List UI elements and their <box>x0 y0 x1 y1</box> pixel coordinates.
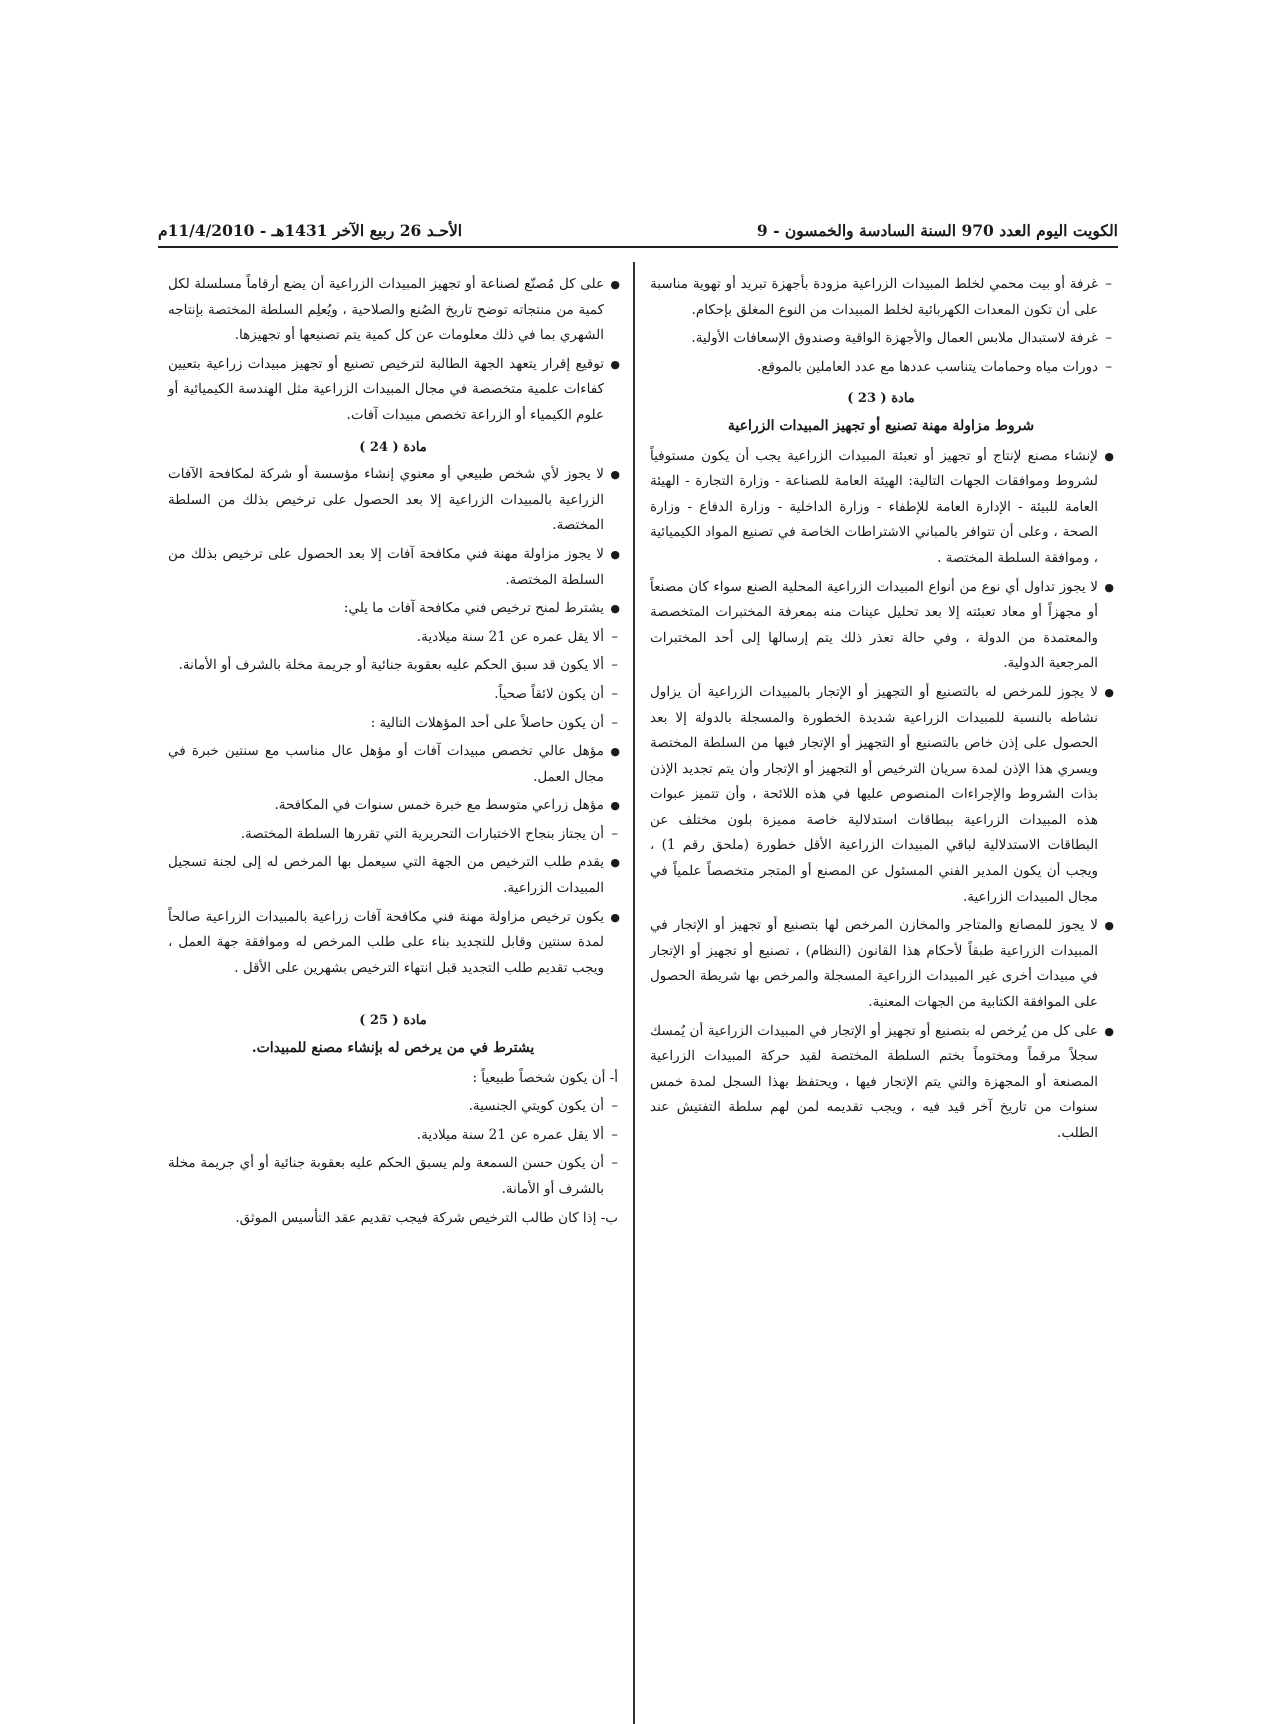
bullet-paragraph: ● على كل من يُرخص له بتصنيع أو تجهيز أو الإتجار في المبيدات الزراعية أن يُمسك سجلاً مرقماً ومختوماً بختم السلطة المختصة لقيد حركة المبيدات الزراعية المصنعة أو المجهزة والتي يتم الإتجار فيها ، ويحتفظ بهذا السجل لمدة خمس سنوات من تاريخ آخر قيد فيه ، ويجب تقديمه لمن لهم سلطة التفتيش عند الطلب. <box>650 1019 1112 1147</box>
bullet-paragraph: ● يشترط لمنح ترخيص فني مكافحة آفات ما يلي: <box>168 596 618 622</box>
bullet-paragraph: ● توقيع إقرار يتعهد الجهة الطالبة لترخيص تصنيع أو تجهيز مبيدات زراعية بتعيين كفاءات علمية متخصصة في مجال المبيدات الزراعية مثل الهندسة الكيميائية أو علوم الكيمياء أو الزراعة تخصص مبيدات آفات. <box>168 352 618 429</box>
article-title: يشترط في من يرخص له بإنشاء مصنع للمبيدات. <box>251 1040 535 1057</box>
page-header <box>158 218 1118 242</box>
dash-item: – ألا يقل عمره عن 21 سنة ميلادية. <box>168 1123 618 1149</box>
article-heading: مادة ( 25 ) <box>359 1013 427 1029</box>
header-issue: الكويت اليوم العدد 970 السنة السادسة والخمسون - 9 <box>756 220 1118 240</box>
article-heading: مادة ( 24 ) <box>359 439 427 455</box>
bullet-paragraph: ● لا يجوز للمصانع والمتاجر والمخازن المرخص لها بتصنيع أو تجهيز أو الإتجار في المبيدات الزراعية طبقاً لأحكام هذا القانون (النظام) ، تصنيع أو تجهيز أو الإتجار في مبيدات أخرى غير المبيدات الزراعية المسجلة والمرخص بها شريطة الحصول على الموافقة الكتابية من الجهات المعنية. <box>650 913 1112 1015</box>
bullet-paragraph: ● يكون ترخيص مزاولة مهنة فني مكافحة آفات زراعية بالمبيدات الزراعية صالحاً لمدة سنتين وقابل للتجديد بناء على طلب المرخص له وموافقة جهة العمل ، ويجب تقديم طلب التجديد قبل انتهاء الترخيص بشهرين على الأقل . <box>168 905 618 982</box>
bullet-paragraph: ● يقدم طلب الترخيص من الجهة التي سيعمل بها المرخص له إلى لجنة تسجيل المبيدات الزراعية. <box>168 850 618 901</box>
dash-item: – أن يجتاز بنجاح الاختبارات التحريرية التي تقررها السلطة المختصة. <box>168 822 618 848</box>
dash-item: – ألا يقل عمره عن 21 سنة ميلادية. <box>168 625 618 651</box>
bullet-paragraph: ● لا يجوز مزاولة مهنة فني مكافحة آفات إلا بعد الحصول على ترخيص بذلك من السلطة المختصة. <box>168 542 618 593</box>
dash-item: – أن يكون كويتي الجنسية. <box>168 1094 618 1120</box>
article-title: شروط مزاولة مهنة تصنيع أو تجهيز المبيدات الزراعية <box>727 417 1035 434</box>
lettered-item: ب- إذا كان طالب الترخيص شركة فيجب تقديم عقد التأسيس الموثق. <box>235 1209 618 1226</box>
bullet-paragraph: ● لا يجوز للمرخص له بالتصنيع أو التجهيز أو الإتجار بالمبيدات الزراعية أن يزاول نشاطه بالنسبة للمبيدات الزراعية شديدة الخطورة والمسجلة بالدولة إلا بعد الحصول على إذن خاص بالتصنيع أو التجهيز أو الإتجار فيها من السلطة المختصة ويسري هذا الإذن لمدة سريان الترخيص أو التجهيز أو الإتجار وأن يتم تجديد الإذن بذات الشروط والإجراءات المنصوص عليها في هذه اللائحة ، وأن تتميز عبوات هذه المبيدات الزراعية ببطاقات استدلالية خاصة مميزة بلون مختلف عن البطاقات الاستدلالية لباقي المبيدات الزراعية الأقل خطورة (ملحق رقم 1) ، ويجب أن يكون المدير الفني المسئول عن المصنع أو المتجر متخصصاً علمياً في مجال المبيدات الزراعية. <box>650 680 1112 910</box>
article-heading: مادة ( 23 ) <box>847 391 915 407</box>
dash-item: – أن يكون حسن السمعة ولم يسبق الحكم عليه بعقوبة جنائية أو أي جريمة مخلة بالشرف أو الأمانة. <box>168 1151 618 1202</box>
left-column <box>168 272 618 1234</box>
header-date: الأحـد 26 ربيع الآخر 1431هـ - 11/4/2010م <box>158 220 463 240</box>
right-column <box>650 272 1112 1150</box>
bullet-paragraph: ● لإنشاء مصنع لإنتاج أو تجهيز أو تعبئة المبيدات الزراعية يجب أن يكون مستوفياً لشروط وموافقات الجهات التالية: الهيئة العامة للصناعة - وزارة التجارة - الهيئة العامة للبيئة - الإدارة العامة للإطفاء - وزارة الداخلية - وزارة الدفاع - وزارة الصحة ، وعلى أن تتوافر بالمباني الاشتراطات الخاصة في تصنيع المواد الكيميائية ، وموافقة السلطة المختصة . <box>650 444 1112 572</box>
dash-item: – غرفة لاستبدال ملابس العمال والأجهزة الواقية وصندوق الإسعافات الأولية. <box>650 326 1112 352</box>
dash-item: – غرفة أو بيت محمي لخلط المبيدات الزراعية مزودة بأجهزة تبريد أو تهوية مناسبة على أن تكون المعدات الكهربائية لخلط المبيدات من النوع المغلق بإحكام. <box>650 272 1112 323</box>
bullet-paragraph: ● مؤهل زراعي متوسط مع خبرة خمس سنوات في المكافحة. <box>168 793 618 819</box>
dash-item: – أن يكون لائقاً صحياً. <box>168 682 618 708</box>
dash-item: – دورات مياه وحمامات يتناسب عددها مع عدد العاملين بالموقع. <box>650 355 1112 381</box>
spacer <box>168 984 618 1002</box>
lettered-item: أ- أن يكون شخصاً طبيعياً : <box>472 1069 618 1086</box>
bullet-paragraph: ● لا يجوز لأي شخص طبيعي أو معنوي إنشاء مؤسسة أو شركة لمكافحة الآفات الزراعية بالمبيدات الزراعية إلا بعد الحصول على ترخيص بذلك من السلطة المختصة. <box>168 462 618 539</box>
bullet-paragraph: ● على كل مُصنّع لصناعة أو تجهيز المبيدات الزراعية أن يضع أرقاماً مسلسلة لكل كمية من منتجاته توضح تاريخ الصُنع والصلاحية ، ويُعلِم السلطة المختصة بإنتاجه الشهري بما في ذلك معلومات عن كل كمية يتم تصنيعها أو تجهيزها. <box>168 272 618 349</box>
column-divider <box>633 262 635 1724</box>
dash-item: – ألا يكون قد سبق الحكم عليه بعقوبة جنائية أو جريمة مخلة بالشرف أو الأمانة. <box>168 653 618 679</box>
header-rule <box>158 246 1118 248</box>
bullet-paragraph: ● مؤهل عالي تخصص مبيدات آفات أو مؤهل عال مناسب مع سنتين خبرة في مجال العمل. <box>168 739 618 790</box>
bullet-paragraph: ● لا يجوز تداول أي نوع من أنواع المبيدات الزراعية المحلية الصنع سواء كان مصنعاً أو مجهزاً أو معاد تعبئته إلا بعد تحليل عينات منه بمعرفة المختبرات المتخصصة والمعتمدة من الدولة ، وفي حالة تعذر ذلك يتم إرسالها إلى أحد المختبرات المرجعية الدولية. <box>650 575 1112 677</box>
dash-item: – أن يكون حاصلاً على أحد المؤهلات التالية : <box>168 711 618 737</box>
